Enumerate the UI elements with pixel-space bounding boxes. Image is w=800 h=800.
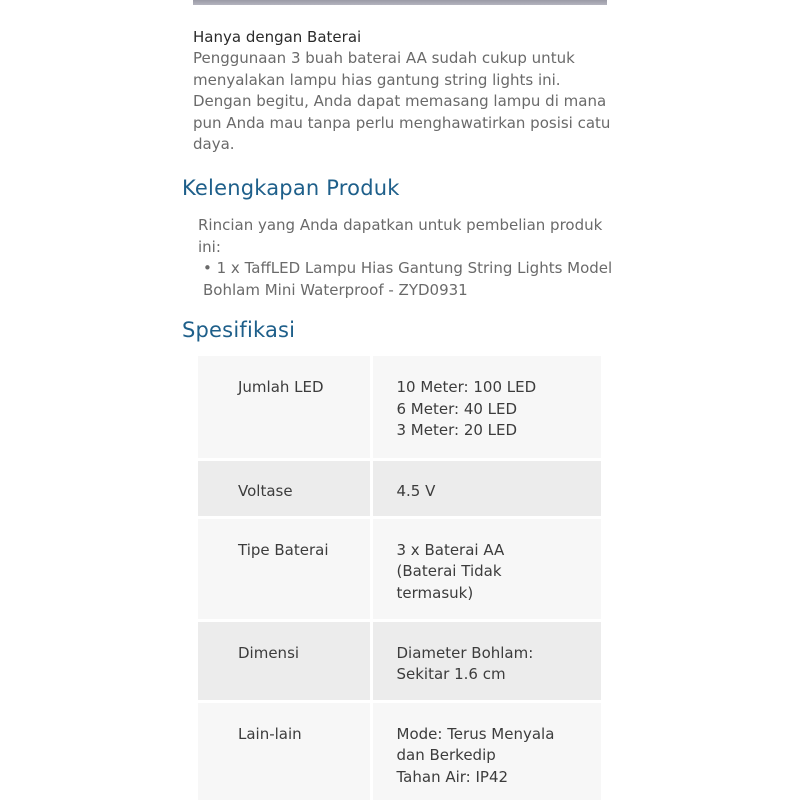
spec-value-line: termasuk) — [396, 583, 474, 602]
spec-value-line: 4.5 V — [396, 481, 436, 500]
spec-value-line: 6 Meter: 40 LED — [396, 399, 518, 418]
spec-key-label: Lain-lain — [238, 724, 302, 743]
product-image-bottom-edge — [193, 0, 607, 5]
spec-key-label: Dimensi — [238, 643, 300, 662]
spec-key-label: Tipe Baterai — [238, 540, 329, 559]
spec-key — [198, 517, 371, 620]
spec-value — [371, 356, 601, 459]
battery-paragraph: Penggunaan 3 buah baterai AA sudah cukup untuk menyalakan lampu hias gantung string lights ini. Dengan begitu, Anda dapat memasang lampu di mana pun Anda mau tanpa perlu menghawatirkan posisi catu daya. — [193, 49, 611, 153]
spec-value — [371, 620, 601, 701]
spec-value-line: (Baterai Tidak — [396, 562, 502, 580]
spec-value-line: Tahan Air: IP42 — [396, 767, 509, 786]
spec-key-label: Voltase — [238, 481, 293, 500]
spec-value — [371, 517, 601, 620]
spec-key-label: Jumlah LED — [238, 378, 324, 396]
spec-key — [198, 356, 371, 459]
kelengkapan-title: Kelengkapan Produk — [182, 176, 400, 200]
spec-value — [371, 701, 601, 800]
spec-value-line: 3 x Baterai AA — [396, 540, 505, 559]
spec-value-line: Mode: Terus Menyala — [396, 724, 555, 743]
spec-value-line: 3 Meter: 20 LED — [396, 421, 518, 439]
spec-key — [198, 620, 371, 701]
table-row — [198, 620, 601, 701]
spec-value-line: dan Berkedip — [396, 746, 496, 764]
table-row — [198, 517, 601, 620]
spec-key — [198, 701, 371, 800]
list-item: • 1 x TaffLED Lampu Hias Gantung String Lights Model Bohlam Mini Waterproof - ZYD0931 — [203, 259, 613, 299]
spec-value — [371, 459, 601, 517]
kelengkapan-list — [203, 258, 623, 301]
spec-value-line: Sekitar 1.6 cm — [396, 665, 506, 683]
battery-heading: Hanya dengan Baterai — [193, 28, 362, 46]
kelengkapan-intro: Rincian yang Anda dapatkan untuk pembelian produk ini: — [198, 216, 603, 256]
table-row — [198, 459, 601, 517]
spesifikasi-title: Spesifikasi — [182, 318, 296, 342]
spec-key — [198, 459, 371, 517]
table-row — [198, 701, 601, 800]
spec-value-line: Diameter Bohlam: — [396, 643, 534, 662]
table-row — [198, 356, 601, 459]
spec-table — [198, 356, 601, 800]
spec-value-line: 10 Meter: 100 LED — [396, 378, 537, 396]
